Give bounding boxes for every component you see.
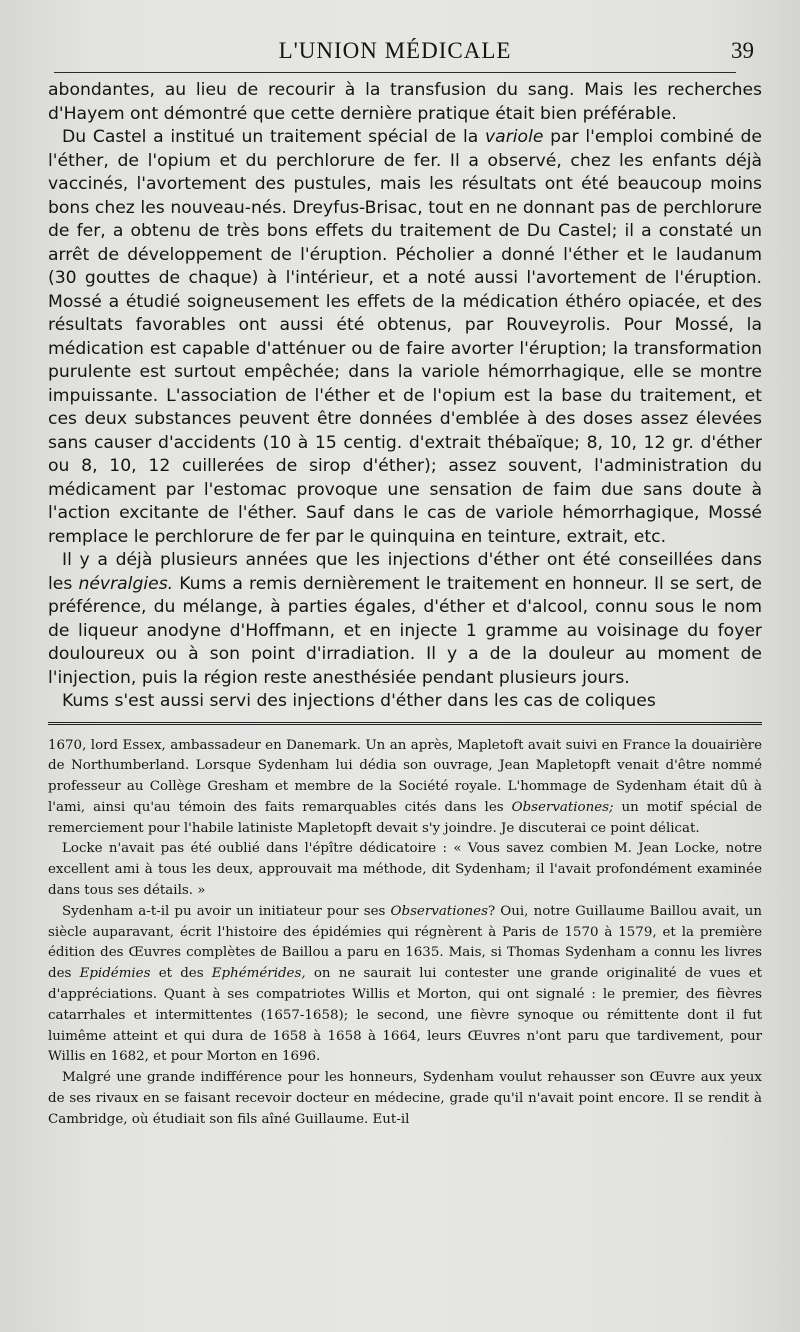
italic-term: névralgies. <box>78 573 174 594</box>
footnote-paragraph: Malgré une grande indifférence pour les honneurs, Sydenham voulut rehausser son Œuvre aux yeux de ses rivaux en se faisant recevoir docteur en médecine, grade qu'il n'avait point encore. Il se rendit à Cambridge, où étudiait son fils aîné Guillaume. Eut-il <box>48 1070 762 1127</box>
text-run: on ne saurait lui contester une grande originalité de vues et d'appréciations. Quant à ses compatriotes Willis et Morton, qui ont signalé : le premier, des fièvres catarrhales et intermittentes (1657-1658); le second, une fièvre synoque ou rémittente dont il fut luimême atteint et qui dura de 1658 à 1658 à 1664, leurs Œuvres n'ont paru que tardivement, pour Willis en 1682, et pour Morton en 1696. <box>48 966 762 1065</box>
italic-term: Ephémérides, <box>211 966 306 982</box>
paragraph-variole <box>48 126 762 549</box>
running-header <box>54 28 754 73</box>
italic-term: Epidémies <box>79 966 151 982</box>
paragraph-kums: Kums s'est aussi servi des injections d'éther dans les cas de coliques <box>62 691 656 711</box>
footnote-paragraph: Locke n'avait pas été oublié dans l'épître dédicatoire : « Vous savez combien M. Jean Locke, notre excellent ami à tous les deux, approuvait ma méthode, dit Sydenham; il l'avait profondément examinée dans tous ses détails. » <box>48 841 762 899</box>
text-run: par l'emploi combiné de l'éther, de l'opium et du perchlorure de fer. Il a observé, chez les enfants déjà vaccinés, l'avortement des pustules, mais les résultats ont été beaucoup moins bons chez les nouveau-nés. Dreyfus-Brisac, tout en ne donnant pas de perchlorure de fer, a obtenu de très bons effets du traitement de Du Castel; il a constaté un arrêt de développement de l'éruption. Pécholier a donné l'éther et le laudanum (30 gouttes de chaque) à l'intérieur, et a noté aussi l'avortement de l'éruption. Mossé a étudié soigneusement les effets de la médication éthéro opiacée, et des résultats favorables ont aussi été obtenus, par Rouveyrolis. Pour Mossé, la médication est capable d'atténuer ou de faire avorter l'éruption; la transformation purulente est surtout empêchée; dans la variole hémorrhagique, elle se montre impuissante. L'association de l'éther et de l'opium est la base du traitement, et ces deux substances peuvent être données d'emblée à des doses assez élevées sans causer d'accidents (10 à 15 centig. d'extrait thébaïque; 8, 10, 12 gr. d'éther ou 8, 10, 12 cuillerées de sirop d'éther); assez souvent, l'administration du médicament par l'estomac provoque une sensation de faim due sans doute à l'action excitante de l'éther. Sauf dans le cas de variole hémorrhagique, Mossé remplace le perchlorure de fer par le quinquina en teinture, extrait, etc. <box>48 127 762 547</box>
paragraph-nevralgies <box>48 549 762 690</box>
text-run: Kums a remis dernièrement le traitement en honneur. Il se sert, de préférence, du mélange, à parties égales, d'éther et d'alcool, connu sous le nom de liqueur anodyne d'Hoffmann, et en injecte 1 gramme au voisinage du foyer douloureux ou à son point d'irradiation. Il y a de la douleur au moment de l'injection, puis la région reste anesthésiée pendant plusieurs jours. <box>48 573 762 688</box>
text-run: un motif spécial de remerciement pour l'habile latiniste Mapletopft devait s'y joindre. Je discuterai ce point délicat. <box>48 799 762 836</box>
main-text <box>48 79 762 714</box>
text-run: ? Oui, notre Guillaume Baillou avait, un siècle auparavant, écrit l'histoire des épidémies qui régnèrent à Paris de 1570 à 1579, et la première édition des Œuvres complètes de Baillou a paru en 1635. Mais, si Thomas Sydenham a connu les livres des <box>48 903 762 982</box>
running-title: L'UNION MÉDICALE <box>278 38 512 63</box>
text-run: Sydenham a-t-il pu avoir un initiateur pour ses <box>62 903 391 919</box>
italic-term: Observationes <box>390 903 488 919</box>
footnotes <box>48 736 762 1131</box>
page-number: 39 <box>731 38 754 63</box>
italic-term: Observationes; <box>511 799 614 815</box>
paragraph-continued: abondantes, au lieu de recourir à la transfusion du sang. Mais les recherches d'Hayem ont démontré que cette dernière pratique était bien préférable. <box>48 80 762 124</box>
text-run: Du Castel a institué un traitement spécial de la <box>62 127 486 147</box>
text-run: et des <box>150 966 212 982</box>
text-run: Il y a déjà plusieurs années que les injections d'éther ont été conseillées dans les <box>48 550 762 594</box>
italic-term: variole <box>485 127 544 147</box>
footnote-paragraph <box>48 736 762 840</box>
footnote-separator <box>48 722 762 728</box>
text-run: 1670, lord Essex, ambassadeur en Danemark. Un an après, Mapletoft avait suivi en France la douairière de Northumberland. Lorsque Sydenham lui dédia son ouvrage, Jean Mapletopft venait d'être nommé professeur au Collège Gresham et membre de la Société royale. L'hommage de Sydenham était dû à l'ami, ainsi qu'au témoin des faits remarquables cités dans les <box>48 737 762 815</box>
footnote-paragraph <box>48 902 762 1068</box>
